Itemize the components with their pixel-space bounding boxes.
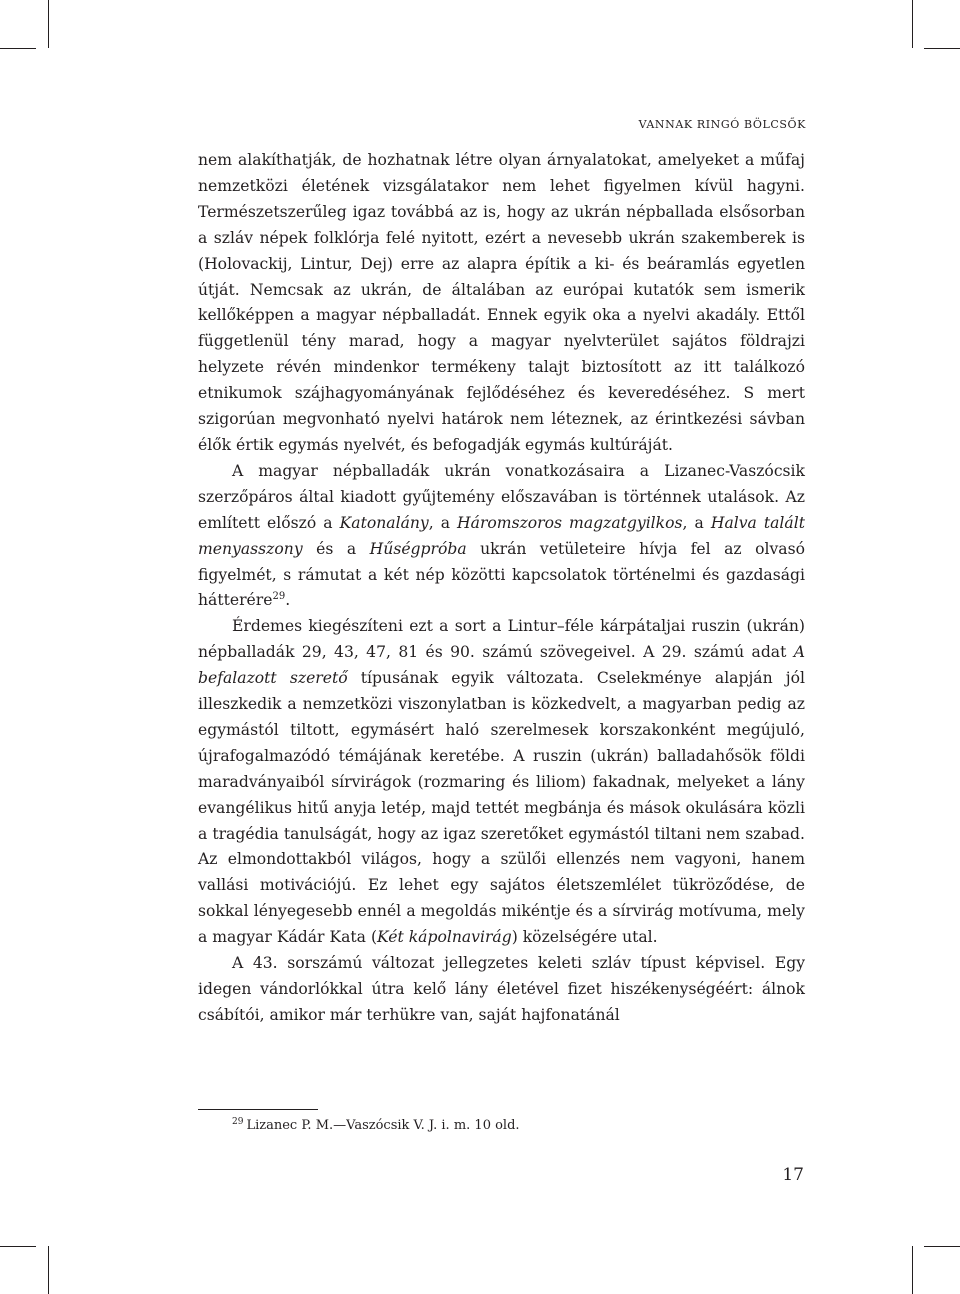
footnote-rule <box>198 1109 318 1110</box>
text-run: . <box>285 591 291 610</box>
text-run: A 43. sorszámú változat jellegzetes keleti szláv típust képvisel. Egy idegen vándorlókkal útra kelő lány életével fizet hiszékenységéért: álnok csábítói, amikor már terhükre van, saját hajfonatánál <box>198 954 805 1024</box>
text-run: Érdemes kiegészíteni ezt a sort a Lintur–féle kárpátaljai ruszin (ukrán) népballadák 29, 43, 47, 81 és 90. számú szövegeivel. A 29. számú adat <box>198 617 805 662</box>
crop-mark <box>912 0 913 48</box>
text-run: nem alakíthatják, de hozhatnak létre olyan árnyalatokat, amelyeket a műfaj nemzetközi életének vizsgálatakor nem lehet figyelmen kívül hagyni. Természetszerűleg igaz továbbá az is, hogy az ukrán népballada elsősorban a szláv népek folklórja felé nyitott, ezért a nevesebb ukrán szakemberek is (Holovackij, Lintur, Dej) erre az alapra építik a ki- és beáramlás egyetlen útját. Nemcsak az ukrán, de általában az európai kutatók sem ismerik kellőképpen a magyar népballadát. Ennek egyik oka a nyelvi akadály. Ettől függetlenül tény marad, hogy a magyar nyelvterület sajátos földrajzi helyzete révén mindenkor termékeny talajt biztosított az itt találkozó etnikumok szájhagyományának fejlődéséhez és keveredéséhez. S mert szigorúan megvonható nyelvi határok nem léteznek, az érintkezési sávban élők értik egymás nyelvét, és befogadják egymás kultúráját. <box>198 151 805 454</box>
text-run: , a <box>682 513 711 532</box>
italic-title: Hűségpróba <box>369 539 467 558</box>
crop-mark <box>48 0 49 48</box>
page-number: 17 <box>782 1165 804 1185</box>
text-run: , a <box>428 513 458 532</box>
italic-title: Halva talált menyasszony <box>198 513 805 558</box>
italic-title: A befalazott szerető <box>198 643 805 688</box>
crop-mark <box>924 48 960 49</box>
text-run: ) közelségére utal. <box>511 928 658 947</box>
crop-mark <box>48 1246 49 1294</box>
crop-mark <box>0 48 36 49</box>
paragraph <box>198 148 805 459</box>
text-run: A magyar népballadák ukrán vonatkozásaira a Lizanec-Vaszócsik szerzőpáros által kiadott gyűjtemény előszavában is történnek utalások. Az említett előszó a <box>198 461 805 532</box>
paragraph <box>198 459 805 614</box>
footnote-number: 29 <box>232 1116 244 1127</box>
text-run: és a <box>302 539 370 558</box>
text-run: ukrán vetületeire hívja fel az olvasó figyelmét, s rámutat a két nép közötti kapcsolatok történelmi és gazdasági hátterére <box>198 539 805 610</box>
footnote-text: Lizanec P. M.—Vaszócsik V. J. i. m. 10 old. <box>246 1118 520 1133</box>
crop-mark <box>924 1246 960 1247</box>
crop-mark <box>912 1246 913 1294</box>
footnote <box>232 1117 520 1135</box>
text-run: típusának egyik változata. Cselekménye alapján jól illeszkedik a nemzetközi viszonylatban is közkedvelt, a magyarban pedig az egymástól tiltott, egymásért haló szerelmesek korszakonként megújuló, újrafogalmazódó témájának keretébe. A ruszin (ukrán) balladahősök földi maradványaiból sírvirágok (rozmaring és liliom) fakadnak, melyeket a lány evangélikus hitű anyja letép, majd tettét megbánja és mások okulására közli a tragédia tanulságát, hogy az igaz szeretőket egymástól tiltani nem szabad. Az elmondottakból világos, hogy a szülői ellenzés nem vagyoni, hanem vallási motivációjú. Ez lehet egy sajátos életszemlélet tükröződése, de sokkal lényegesebb ennél a megoldás mikéntje és a sírvirág motívuma, mely a magyar Kádár Kata ( <box>198 669 805 947</box>
italic-title: Katonalány <box>339 513 429 532</box>
paragraph <box>198 614 805 951</box>
body-text <box>198 148 805 1029</box>
running-head: VANNAK RINGÓ BÖLCSŐK <box>638 118 806 131</box>
italic-title: Háromszoros magzatgyilkos <box>457 513 683 532</box>
crop-mark <box>0 1246 36 1247</box>
paragraph <box>198 951 805 1029</box>
italic-title: Két kápolnavirág <box>377 928 512 947</box>
footnote-ref: 29 <box>272 591 286 603</box>
